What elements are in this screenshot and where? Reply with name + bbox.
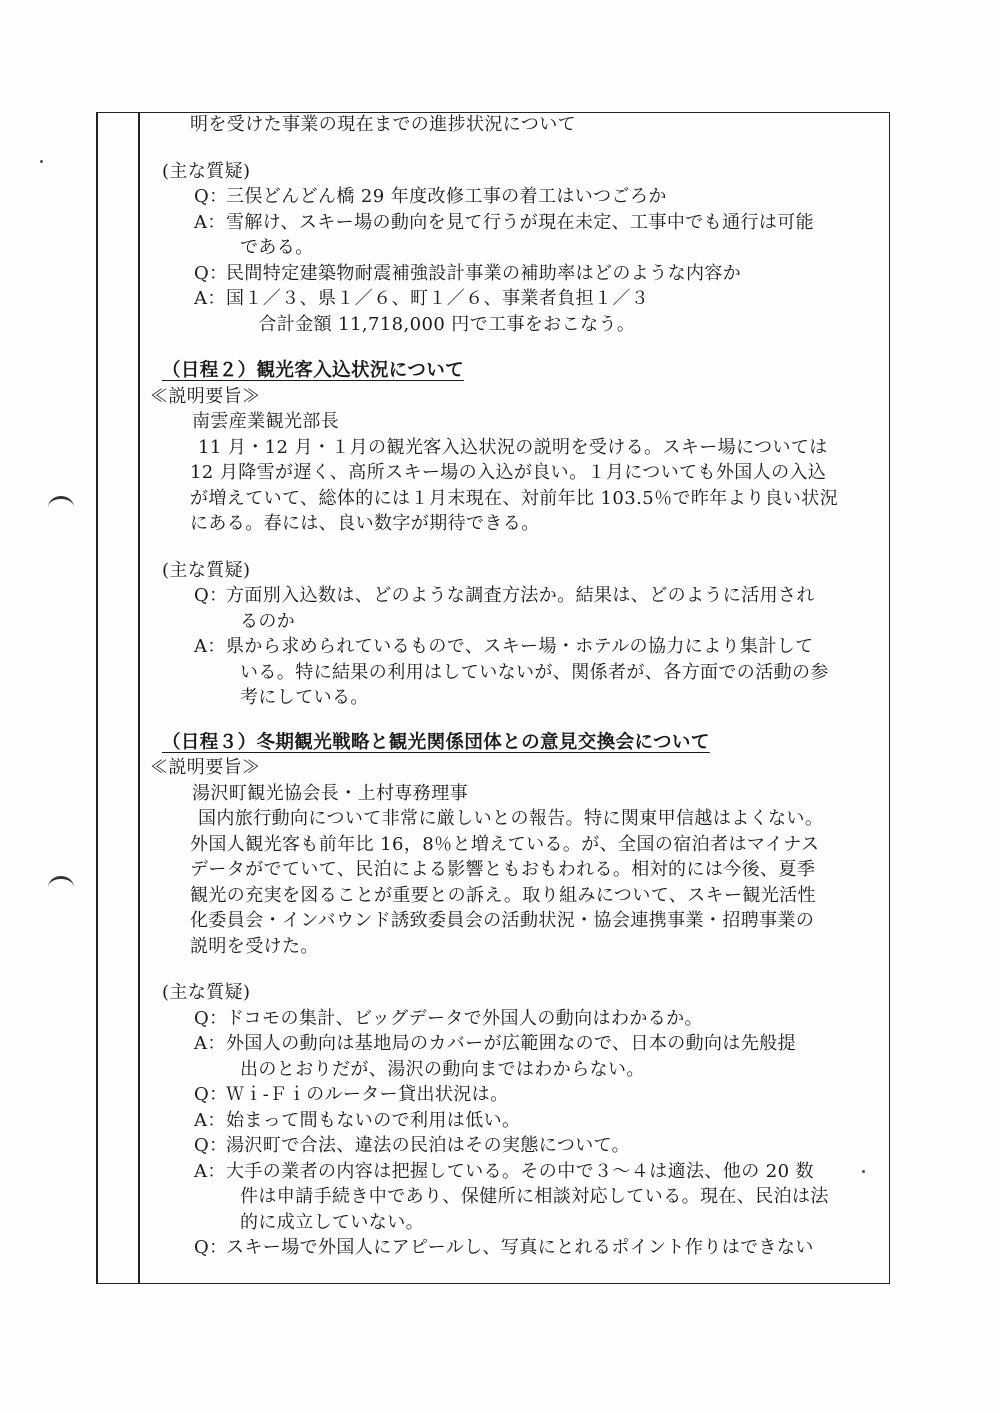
qa-line	[150, 1082, 880, 1108]
qa-mark	[150, 609, 226, 635]
qa-mark	[150, 685, 226, 711]
qa-mark: Q：	[194, 1237, 228, 1258]
body-line: 説明を受けた。	[190, 935, 319, 957]
qa-text: 方面別入込数は、どのような調査方法か。結果は、どのように活用され	[226, 585, 815, 606]
qa-text: 大手の業者の内容は把握している。その中で３～４は適法、他の 20 数	[226, 1160, 814, 1182]
punch-hole-top	[48, 496, 74, 519]
qa-line	[150, 1133, 880, 1159]
qa-line	[150, 1031, 880, 1057]
qa-line	[150, 583, 880, 609]
qa-list	[150, 1006, 880, 1261]
qa-text: 的に成立していない。	[240, 1211, 424, 1233]
qa-line	[150, 1210, 880, 1236]
qa-text: るのか	[240, 610, 296, 632]
qa-line	[150, 210, 880, 236]
qa-text: 外国人の動向は基地局のカバーが広範囲なので、日本の動向は先般提	[226, 1033, 797, 1054]
qa-title: (主な質疑)	[162, 559, 251, 581]
qa-text: 雪解け、スキー場の動向を見て行うが現在未定、工事中でも通行は可能	[226, 211, 815, 233]
qa-line	[150, 1108, 880, 1134]
document-body	[150, 112, 880, 1261]
qa-mark	[150, 235, 226, 261]
body-line: データがでていて、民泊による影響ともおもわれる。相対的には今後、夏季	[190, 859, 816, 880]
qa-line	[150, 184, 880, 210]
qa-mark	[150, 660, 226, 686]
body-line: 外国人観光客も前年比 16，8％と増えている。が、全国の宿泊者はマイナス	[190, 833, 820, 855]
qa-line	[150, 1006, 880, 1032]
qa-text: 合計金額 11,718,000 円で工事をおこなう。	[240, 313, 636, 335]
qa-line	[150, 685, 880, 711]
qa-mark: Q：	[194, 1135, 228, 1156]
qa-mark: A：	[194, 288, 226, 309]
qa-text: いる。特に結果の利用はしていないが、関係者が、各方面での活動の参	[240, 661, 829, 683]
qa-text: 国１／３、県１／６、町１／６、事業者負担１／３	[226, 288, 650, 309]
qa-title: (主な質疑)	[162, 982, 251, 1003]
qa-mark: Q：	[194, 585, 228, 606]
speaker: 南雲産業観光部長	[192, 411, 340, 432]
qa-text: 考にしている。	[240, 687, 369, 708]
body-line: 観光の充実を図ることが重要との訴え。取り組みについて、スキー観光活性	[190, 884, 816, 906]
qa-line	[150, 235, 880, 261]
qa-mark: Q：	[194, 262, 228, 284]
qa-text: 県から求められているもので、スキー場・ホテルの協力により集計して	[226, 636, 814, 657]
intro-line: 明を受けた事業の現在までの進捗状況について	[190, 114, 577, 135]
qa-text: である。	[240, 237, 314, 258]
qa-mark	[150, 1210, 226, 1236]
qa-text: 件は申請手続き中であり、保健所に相談対応している。現在、民泊は法	[240, 1186, 829, 1207]
qa-line	[150, 261, 880, 287]
qa-mark	[150, 1184, 226, 1210]
body-line: にある。春には、良い数字が期待できる。	[190, 513, 540, 534]
qa-mark	[150, 1057, 226, 1083]
body-line: 化委員会・インバウンド誘致委員会の活動状況・協会連携事業・招聘事業の	[190, 910, 815, 931]
qa-title: (主な質疑)	[162, 160, 251, 182]
qa-mark: Q：	[194, 1007, 228, 1029]
summary-label: ≪説明要旨≫	[150, 385, 261, 407]
punch-hole-bottom	[48, 876, 74, 899]
body-line: 11 月・12 月・１月の観光客入込状況の説明を受ける。スキー場については	[198, 436, 828, 458]
qa-mark	[150, 312, 226, 338]
qa-text: 湯沢町で合法、違法の民泊はその実態について。	[226, 1135, 631, 1156]
qa-text: ドコモの集計、ビッグデータで外国人の動向はわかるか。	[226, 1007, 703, 1029]
qa-line	[150, 1159, 880, 1185]
section-heading: （日程２）観光客入込状況について	[162, 360, 465, 381]
qa-mark: Q：	[194, 186, 228, 207]
body-line: が増えていて、総体的には１月末現在、対前年比 103.5％で昨年より良い状況	[190, 487, 839, 509]
qa-line	[150, 312, 880, 338]
qa-text: 三俣どんどん橋 29 年度改修工事の着工はいつごろか	[226, 186, 667, 207]
qa-line	[150, 634, 880, 660]
qa-mark: A：	[194, 1109, 226, 1131]
scan-speck	[40, 160, 43, 163]
qa-list	[150, 583, 880, 711]
body-line: 12 月降雪が遅く、高所スキー場の入込が良い。１月についても外国人の入込	[190, 462, 827, 483]
qa-mark: A：	[194, 211, 226, 233]
qa-mark: Q：	[194, 1084, 228, 1105]
qa-mark: A：	[194, 1033, 226, 1054]
section-heading: （日程３）冬期観光戦略と観光関係団体との意見交換会について	[162, 731, 710, 753]
qa-list	[150, 184, 880, 337]
summary-label: ≪説明要旨≫	[150, 757, 261, 778]
qa-line	[150, 609, 880, 635]
speaker: 湯沢町観光協会長・上村専務理事	[192, 782, 468, 804]
body-line: 国内旅行動向について非常に厳しいとの報告。特に関東甲信越はよくない。	[198, 808, 824, 829]
qa-line	[150, 286, 880, 312]
qa-line	[150, 660, 880, 686]
qa-text: Ｗｉ-Ｆｉのルーター貸出状況は。	[226, 1084, 509, 1105]
qa-text: スキー場で外国人にアピールし、写真にとれるポイント作りはできない	[226, 1237, 814, 1258]
qa-text: 出のとおりだが、湯沢の動向まではわからない。	[240, 1058, 645, 1080]
qa-line	[150, 1235, 880, 1261]
qa-line	[150, 1184, 880, 1210]
summary-body	[150, 435, 880, 537]
qa-line	[150, 1057, 880, 1083]
qa-mark: A：	[194, 1160, 226, 1182]
summary-body	[150, 806, 880, 959]
qa-mark: A：	[194, 636, 226, 657]
qa-text: 始まって間もないので利用は低い。	[226, 1109, 521, 1131]
qa-text: 民間特定建築物耐震補強設計事業の補助率はどのような内容か	[226, 262, 742, 284]
